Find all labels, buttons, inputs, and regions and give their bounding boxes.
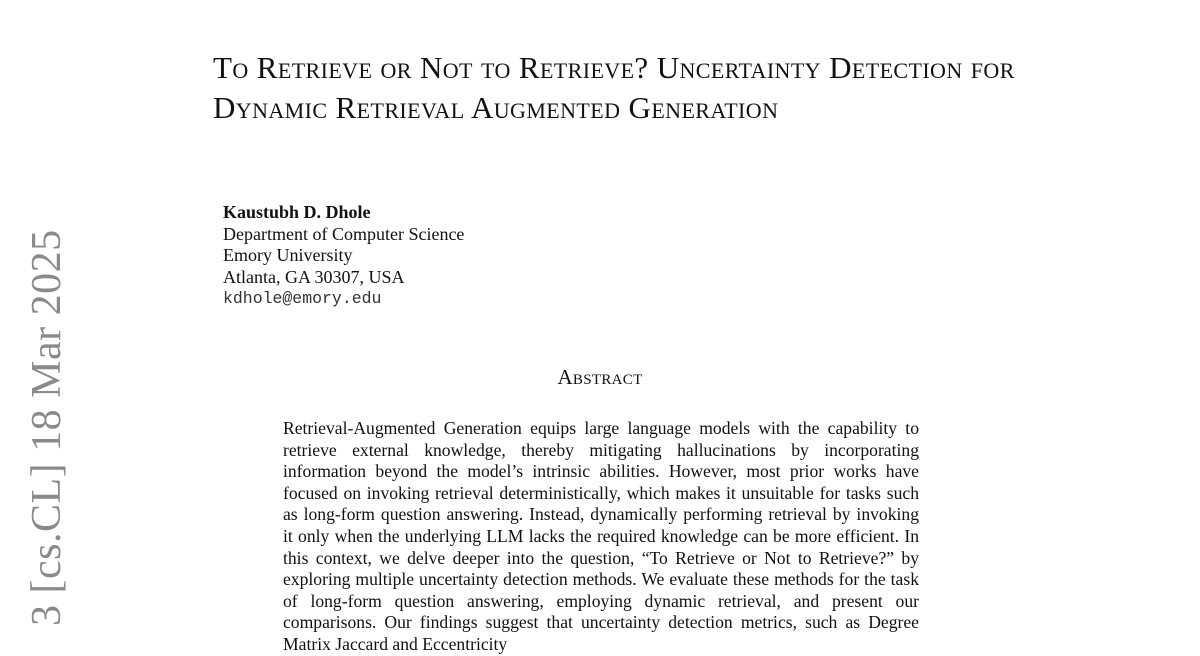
author-department: Department of Computer Science xyxy=(223,223,465,244)
author-name: Kaustubh D. Dhole xyxy=(223,202,371,222)
abstract-heading: Abstract xyxy=(557,365,643,389)
author-location: Atlanta, GA 30307, USA xyxy=(223,266,405,287)
abstract-body: Retrieval-Augmented Generation equips large language models with the capability to retrieve external knowledge, thereby mitigating hallucinations by incorporating information beyond the model’s intrinsic abilities. However, most prior works have focused on invoking retrieval deterministically, which makes it unsuitable for tasks such as long-form question answering. Instead, dynamically performing retrieval by invoking it only when the underlying LLM lacks the required knowledge can be more efficient. In this context, we delve deeper into the question, “To Retrieve or Not to Retrieve?” by exploring multiple uncertainty detection methods. We evaluate these methods for the task of long-form question answering, employing dynamic retrieval, and present our comparisons. Our findings suggest that uncertainty detection metrics, such as Degree Matrix Jaccard and Eccentricity xyxy=(283,418,919,654)
author-institution: Emory University xyxy=(223,245,353,265)
arxiv-identifier-text: 3 [cs.CL] 18 Mar 2025 xyxy=(24,229,70,626)
author-block xyxy=(223,202,464,310)
paper-title: To Retrieve or Not to Retrieve? Uncertainty Detection for Dynamic Retrieval Augmented Generation xyxy=(213,50,1015,125)
author-email[interactable]: kdhole@emory.edu xyxy=(223,289,382,308)
